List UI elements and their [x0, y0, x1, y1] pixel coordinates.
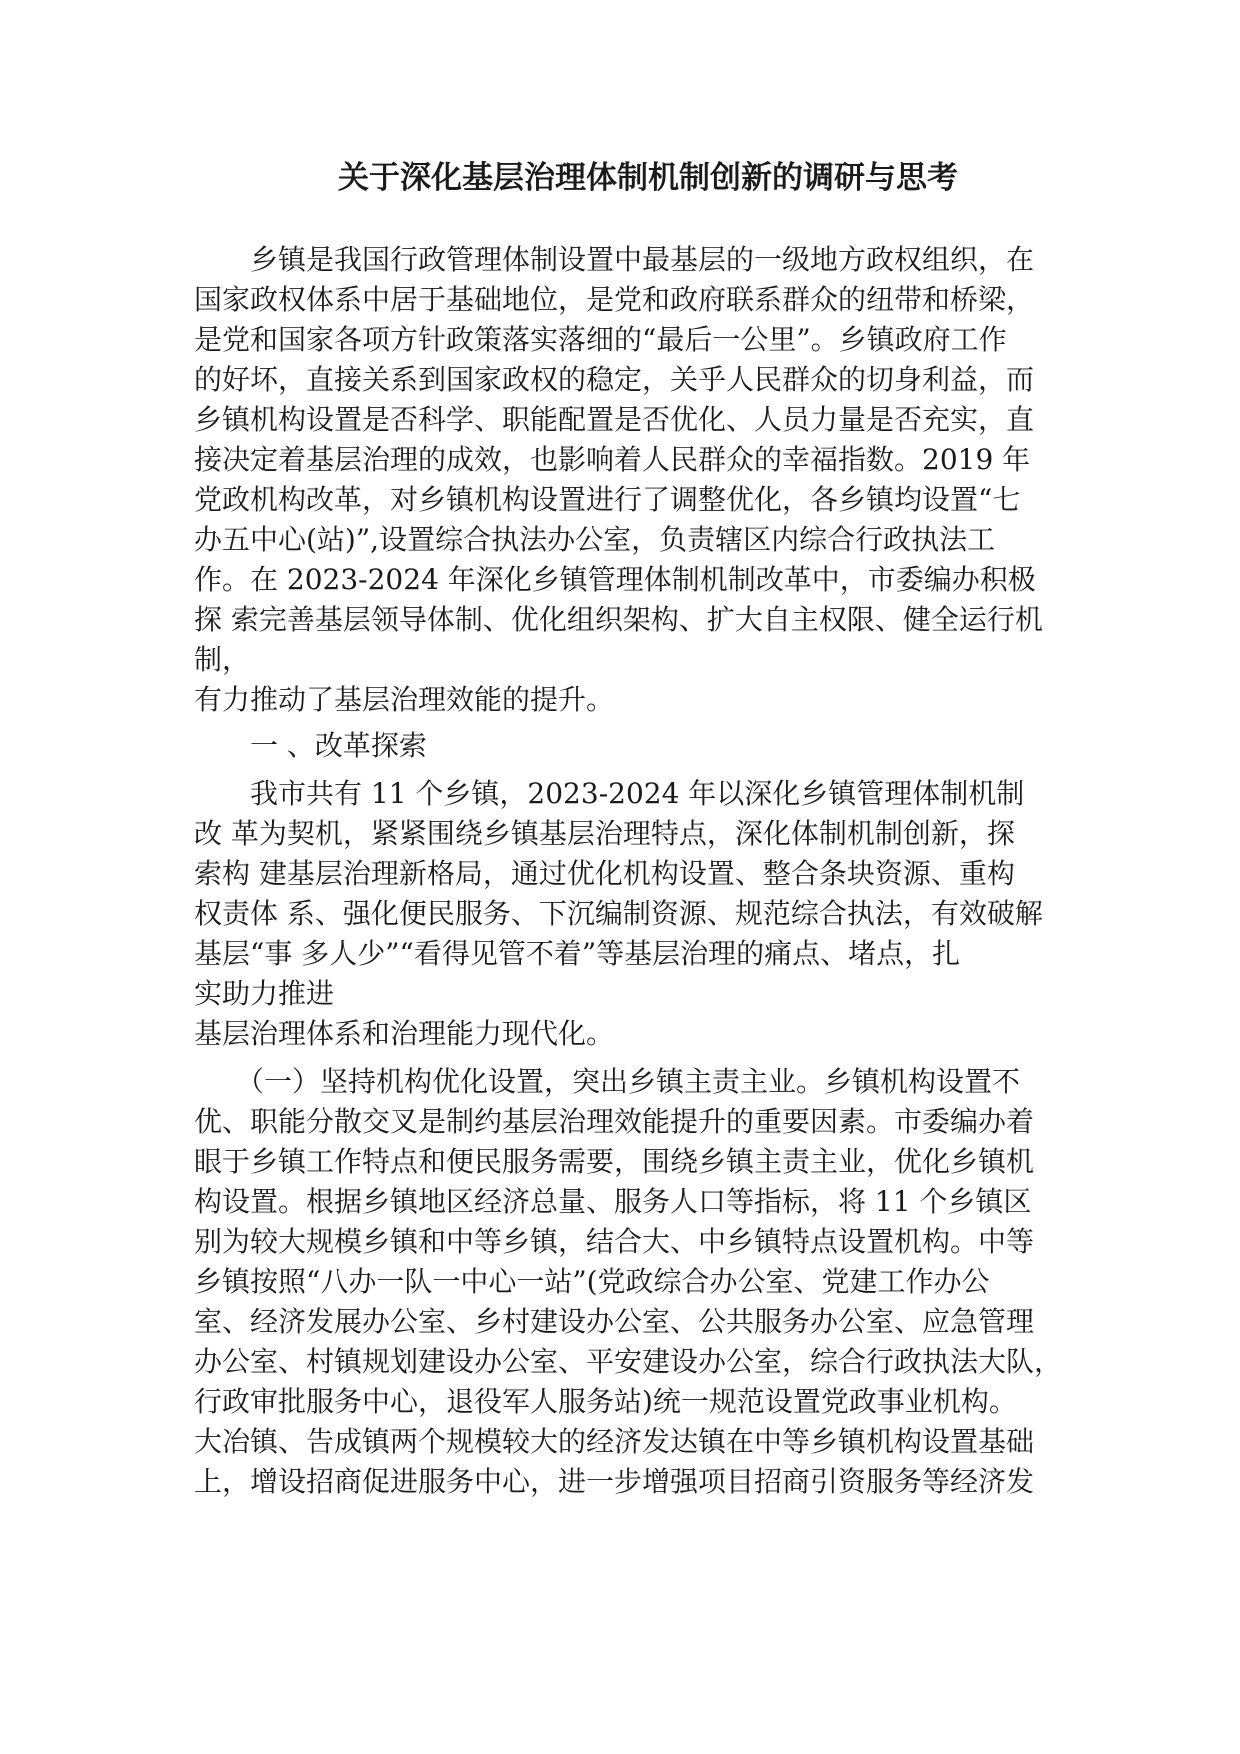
paragraph-line: 大冶镇、告成镇两个规模较大的经济发达镇在中等乡镇机构设置基础	[194, 1425, 1035, 1458]
paragraph-line: 改 革为契机，紧紧围绕乡镇基层治理特点，深化体制机制创新，探	[194, 817, 1015, 850]
paragraph-line: 乡镇按照“八办一队一中心一站”(党政综合办公室、党建工作办公	[194, 1265, 990, 1298]
section-heading: 一 、改革探索	[194, 729, 427, 762]
paragraph-line: 接决定着基层治理的成效，也影响着人民群众的幸福指数。2019 年	[194, 443, 1031, 476]
paragraph-line: （一）坚持机构优化设置，突出乡镇主责主业。乡镇机构设置不	[194, 1065, 1021, 1098]
paragraph-line: 乡镇机构设置是否科学、职能配置是否优化、人员力量是否充实，直	[194, 403, 1035, 436]
paragraph-line: 是党和国家各项方针政策落实落细的“最后一公里”。乡镇政府工作	[194, 323, 1007, 356]
paragraph-line: 我市共有 11 个乡镇，2023-2024 年以深化乡镇管理体制机制	[194, 777, 1025, 810]
paragraph-line: 制，	[194, 643, 251, 676]
paragraph-line: 优、职能分散交叉是制约基层治理效能提升的重要因素。市委编办着	[194, 1105, 1035, 1138]
paragraph-line: 基层治理体系和治理能力现代化。	[194, 1017, 615, 1050]
paragraph-line: 权责体 系、强化便民服务、下沉编制资源、规范综合执法，有效破解	[194, 897, 1043, 930]
paragraph-line: 室、经济发展办公室、乡村建设办公室、公共服务办公室、应急管理	[194, 1305, 1035, 1338]
paragraph-line: 别为较大规模乡镇和中等乡镇，结合大、中乡镇特点设置机构。中等	[194, 1225, 1035, 1258]
paragraph-line: 的好坏，直接关系到国家政权的稳定，关乎人民群众的切身利益，而	[194, 363, 1035, 396]
paragraph-line: 有力推动了基层治理效能的提升。	[194, 683, 615, 716]
paragraph-line: 索构 建基层治理新格局，通过优化机构设置、整合条块资源、重构	[194, 857, 1015, 890]
paragraph-line: 眼于乡镇工作特点和便民服务需要，围绕乡镇主责主业，优化乡镇机	[194, 1145, 1035, 1178]
paragraph-line: 构设置。根据乡镇地区经济总量、服务人口等指标，将 11 个乡镇区	[194, 1185, 1032, 1218]
paragraph-line: 办五中心(站)”,设置综合执法办公室，负责辖区内综合行政执法工	[194, 523, 996, 556]
paragraph-line: 实助力推进	[194, 977, 335, 1010]
paragraph-line: 探 索完善基层领导体制、优化组织架构、扩大自主权限、健全运行机	[194, 603, 1043, 636]
paragraph-line: 党政机构改革，对乡镇机构设置进行了调整优化，各乡镇均设置“七	[194, 483, 1021, 516]
paragraph-line: 乡镇是我国行政管理体制设置中最基层的一级地方政权组织，在	[194, 243, 1035, 276]
paragraph-line: 作。在 2023-2024 年深化乡镇管理体制机制改革中，市委编办积极	[194, 563, 1036, 596]
paragraph-line: 上，增设招商促进服务中心，进一步增强项目招商引资服务等经济发	[194, 1465, 1035, 1498]
paragraph-line: 行政审批服务中心，退役军人服务站)统一规范设置党政事业机构。	[194, 1385, 1017, 1418]
paragraph-line: 办公室、村镇规划建设办公室、平安建设办公室，综合行政执法大队，	[194, 1345, 1063, 1378]
paragraph-line: 国家政权体系中居于基础地位，是党和政府联系群众的纽带和桥梁，	[194, 283, 1035, 316]
document-title: 关于深化基层治理体制机制创新的调研与思考	[338, 160, 958, 196]
paragraph-line: 基层“事 多人少”“看得见管不着”等基层治理的痛点、堵点，扎	[194, 937, 961, 970]
